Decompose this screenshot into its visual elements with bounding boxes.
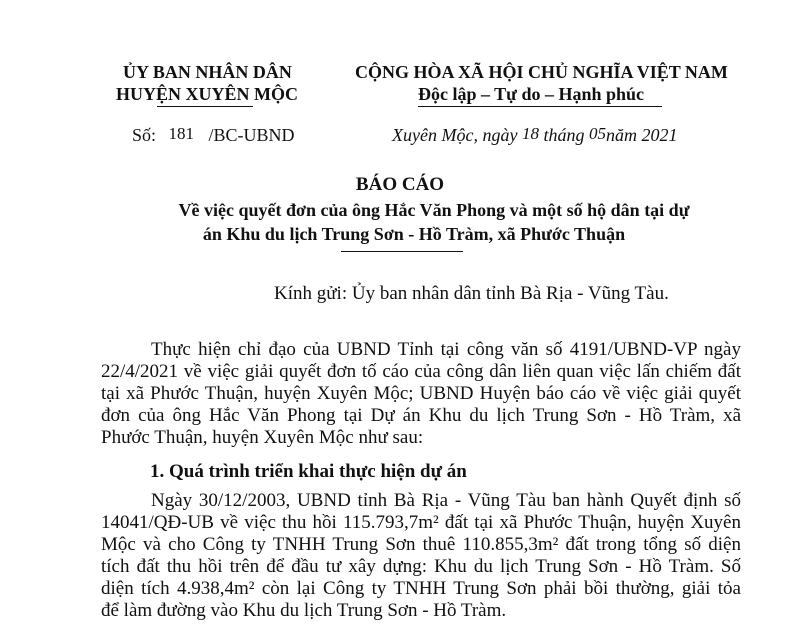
doc-number	[132, 125, 295, 146]
intro-line: 22/4/2021 về việc giải quyết đơn tố cáo của công dân liên quan việc lấn chiếm đất	[101, 361, 741, 382]
intro-line: đơn của ông Hắc Văn Phong tại Dự án Khu du lịch Trung Sơn - Hồ Tràm, xã	[101, 405, 741, 426]
doc-number-suffix: /BC-UBND	[208, 125, 295, 145]
place-date	[392, 125, 677, 146]
agency-underline	[157, 106, 253, 107]
section1-line: để làm đường vào Khu du lịch Trung Sơn - Hồ Tràm.	[101, 600, 507, 621]
agency-name: ỦY BAN NHÂN DÂN	[123, 62, 292, 82]
recipient: Kính gửi: Ủy ban nhân dân tỉnh Bà Rịa - Vũng Tàu.	[274, 283, 669, 304]
section1-line: tích đất thu hồi trên để đầu tư xây dựng: Khu du lịch Trung Sơn - Hồ Tràm. Số	[101, 556, 741, 577]
date-month-label: tháng	[543, 125, 585, 145]
section1-line: 14041/QĐ-UB về việc thu hồi 115.793,7m² đất tại xã Phước Thuận, huyện Xuyên	[101, 512, 741, 533]
motto-underline	[418, 106, 662, 107]
title-underline	[341, 251, 463, 252]
intro-line: Thực hiện chỉ đạo của UBND Tỉnh tại công văn số 4191/UBND-VP ngày	[151, 339, 741, 360]
agency-district: HUYỆN XUYÊN MỘC	[116, 84, 298, 104]
section1-line: Ngày 30/12/2003, UBND tỉnh Bà Rịa - Vũng Tàu ban hành Quyết định số	[151, 490, 741, 511]
doc-number-value: 181	[168, 124, 195, 143]
section1-line: Mộc và cho Công ty TNHH Trung Sơn thuê 110.855,3m² đất trong tổng số diện	[101, 534, 741, 555]
report-subject-line2: án Khu du lịch Trung Sơn - Hồ Tràm, xã Phước Thuận	[202, 224, 626, 244]
national-title: CỘNG HÒA XÃ HỘI CHỦ NGHĨA VIỆT NAM	[355, 62, 728, 82]
place-prefix: Xuyên Mộc, ngày	[392, 125, 518, 145]
section1-heading: 1. Quá trình triển khai thực hiện dự án	[150, 461, 467, 482]
section1-paragraph	[101, 490, 741, 622]
national-motto: Độc lập – Tự do – Hạnh phúc	[418, 84, 645, 104]
report-subject-line1: Về việc quyết đơn của ông Hắc Văn Phong và một số hộ dân tại dự	[178, 200, 690, 220]
date-month: 05	[588, 124, 606, 143]
intro-line: tại xã Phước Thuận, huyện Xuyên Mộc; UBND Huyện báo cáo về việc giải quyết	[101, 383, 741, 404]
section1-line: diện tích 4.938,4m² còn lại Công ty TNHH Trung Sơn phải bồi thường, giải tỏa	[101, 578, 741, 599]
date-year: năm 2021	[605, 125, 678, 145]
doc-number-prefix: Số:	[132, 125, 157, 145]
intro-line: Phước Thuận, huyện Xuyên Mộc như sau:	[101, 427, 424, 448]
intro-paragraph	[101, 339, 741, 449]
date-day: 18	[521, 124, 539, 143]
report-title: BÁO CÁO	[355, 174, 445, 195]
